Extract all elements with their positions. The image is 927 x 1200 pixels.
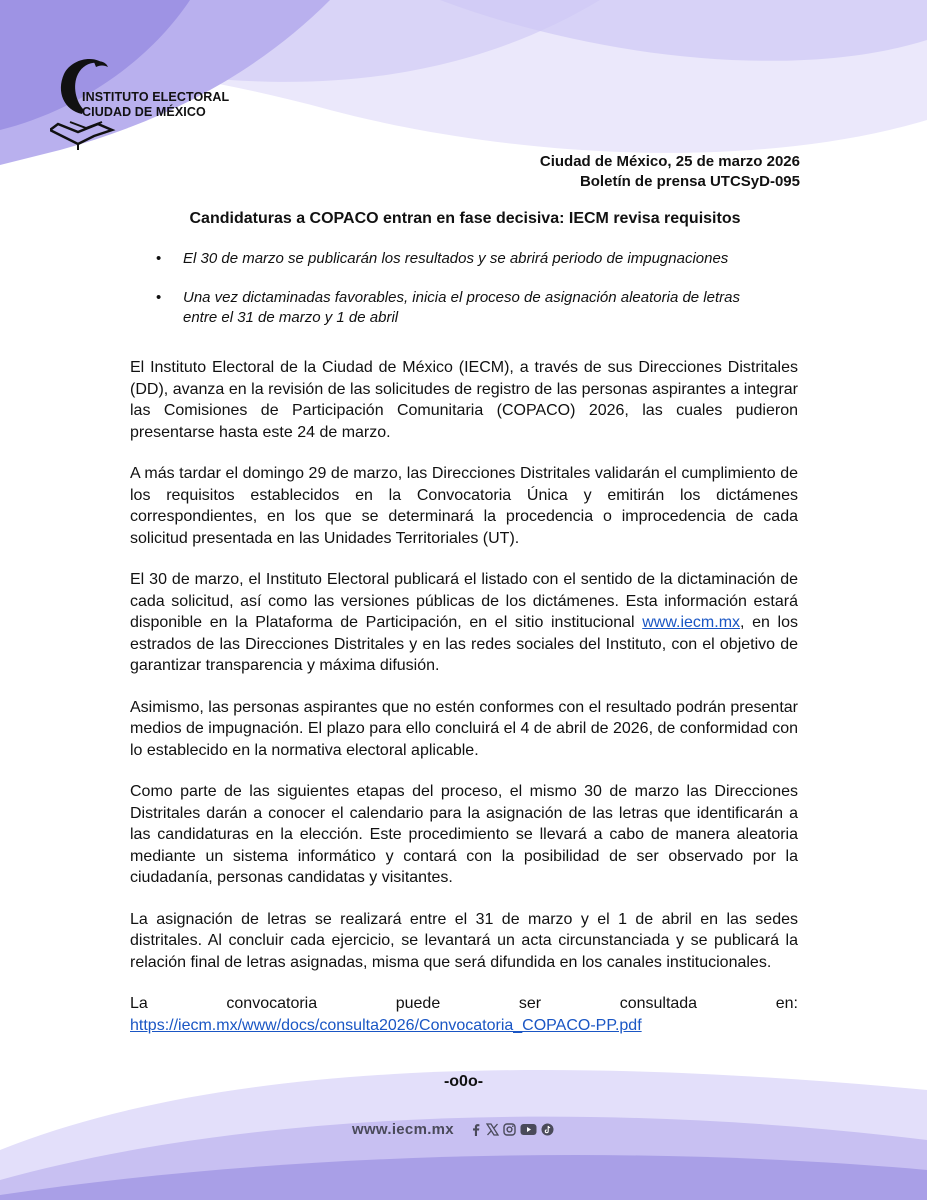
footer <box>352 1121 554 1138</box>
iecm-website-link[interactable]: www.iecm.mx <box>642 614 741 631</box>
paragraph-text: El 30 de marzo, el Instituto Electoral publicará el listado con el sentido de la dictaminación de cada solicitud, así como las versiones públicas de los dictámenes. Esta información estará disponible en la Plataforma de Participación, en el sitio institucional <box>130 571 798 631</box>
bullet-text: Una vez dictaminadas favorables, inicia el proceso de asignación aleatoria de letras <box>183 289 740 306</box>
word: La <box>130 995 148 1012</box>
word: ser <box>518 995 542 1012</box>
bulletin-header <box>540 152 800 192</box>
bullet-text: El 30 de marzo se publicarán los resultados y se abrirá periodo de impugnaciones <box>183 250 729 267</box>
tiktok-icon[interactable] <box>541 1123 554 1136</box>
facebook-icon[interactable] <box>470 1123 482 1136</box>
convocatoria-pdf-link[interactable]: https://iecm.mx/www/docs/consulta2026/Convocatoria_COPACO-PP.pdf <box>130 1016 642 1034</box>
logo-text-line2: CIUDAD DE MÉXICO <box>82 105 206 119</box>
convocatoria-paragraph <box>130 993 798 1036</box>
footer-background-decoration <box>0 1030 927 1200</box>
bullet-item <box>150 249 810 269</box>
paragraph: Asimismo, las personas aspirantes que no estén conformes con el resultado podrán presentar medios de impugnación. El plazo para ello concluirá el 4 de abril de 2026, de conformidad con lo establecido en la normativa electoral aplicable. <box>130 698 798 759</box>
paragraph: Como parte de las siguientes etapas del proceso, el mismo 30 de marzo las Direcciones Distritales darán a conocer el calendario para la asignación de las letras que identificarán a las candidaturas en la elección. Este procedimiento se llevará a cabo de manera aleatoria mediante un sistema informático y contará con la posibilidad de ser observado por la ciudadanía, personas candidatas y visitantes. <box>130 783 798 886</box>
press-headline: Candidaturas a COPACO entran en fase decisiva: IECM revisa requisitos <box>189 210 741 227</box>
convocatoria-line <box>130 993 798 1015</box>
word: puede <box>395 995 441 1012</box>
date-line: Ciudad de México, 25 de marzo 2026 <box>539 153 800 170</box>
paragraph-text: , en los estrados de las Direcciones Distritales y en las redes sociales del Instituto, con el objetivo de garantizar transparencia y máxima difusión. <box>130 614 798 674</box>
paragraph: El Instituto Electoral de la Ciudad de México (IECM), a través de sus Direcciones Distritales (DD), avanza en la revisión de las solicitudes de registro de las personas aspirantes a integrar las Comisiones de Participación Comunitaria (COPACO) 2026, las cuales pudieron presentarse hasta este 24 de marzo. <box>130 359 798 441</box>
end-mark: -o0o- <box>443 1073 484 1090</box>
paragraph: A más tardar el domingo 29 de marzo, las Direcciones Distritales validarán el cumplimiento de los requisitos establecidos en la Convocatoria Única y emitirán los dictámenes correspondientes, en los que se determinará la procedencia o improcedencia de cada solicitud presentada en las Unidades Territoriales (UT). <box>130 465 798 547</box>
word: convocatoria <box>226 995 318 1012</box>
social-links <box>470 1123 554 1136</box>
word: en: <box>775 995 798 1012</box>
iecm-logo <box>50 52 240 152</box>
bullet-dot-icon: • <box>156 289 162 306</box>
x-icon[interactable] <box>486 1123 499 1136</box>
bullet-item <box>150 288 810 328</box>
paragraph <box>130 569 798 677</box>
footer-website[interactable]: www.iecm.mx <box>352 1121 454 1138</box>
press-body <box>130 357 798 1036</box>
bullet-text-continuation: entre el 31 de marzo y 1 de abril <box>183 309 399 326</box>
paragraph: La asignación de letras se realizará entre el 31 de marzo y el 1 de abril en las sedes distritales. Al concluir cada ejercicio, se levantará un acta circunstanciada y se publicará la relación final de letras asignadas, misma que será difundida en los canales institucionales. <box>130 910 798 971</box>
logo-text-line1: INSTITUTO ELECTORAL <box>82 90 230 104</box>
bullet-dot-icon: • <box>156 250 162 267</box>
instagram-icon[interactable] <box>503 1123 516 1136</box>
summary-bullets <box>150 249 810 347</box>
word: consultada <box>619 995 698 1012</box>
youtube-icon[interactable] <box>520 1123 537 1136</box>
bulletin-number: Boletín de prensa UTCSyD-095 <box>579 173 800 190</box>
